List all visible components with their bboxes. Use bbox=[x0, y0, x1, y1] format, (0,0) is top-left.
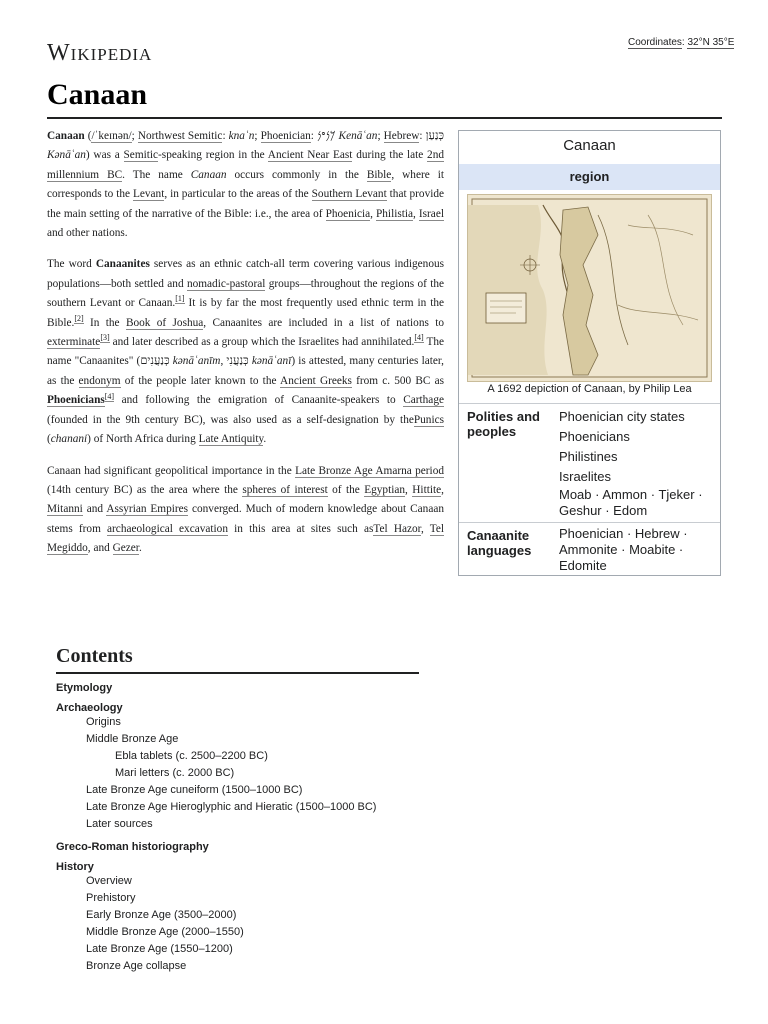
paragraph-intro: Canaan (/ˈkeɪnən/; Northwest Semitic: knaʿn; Phoenician: 𐤊𐤍𐤏𐤍 Kenāʿan; Hebrew: כְּנַעַן Kənāʿan) was a Semitic-speaking region in the Ancient Near East during the late 2nd millennium BC. The name Canaan occurs commonly in the Bible, where it corresponds to the Levant, in particular to the areas of the Southern Levant that provide the main setting of the narrative of the Bible: i.e., the area of Phoenicia, Philistia, Israel and other nations. bbox=[47, 130, 445, 240]
text: (founded in the 9th century BC), was also used as a self-designation by the bbox=[47, 413, 414, 426]
hebrew-form: Kənāʿan bbox=[47, 149, 86, 162]
infobox-value[interactable]: Phoenician · Hebrew · Ammonite · Moabite · Edomite bbox=[559, 526, 688, 573]
pronunciation-link[interactable]: /ˈkeɪnən/ bbox=[91, 130, 132, 142]
table-of-contents bbox=[56, 645, 426, 975]
reference-3[interactable]: [3] bbox=[100, 333, 110, 343]
text: of North Africa during bbox=[93, 433, 196, 446]
text: (14th century BC) as the area where the bbox=[47, 483, 238, 496]
infobox-value[interactable]: Philistines bbox=[559, 449, 618, 464]
link-phoenicians[interactable]: Phoenicians bbox=[47, 394, 105, 407]
infobox bbox=[458, 130, 721, 576]
link-carthage[interactable]: Carthage bbox=[403, 394, 444, 407]
link-assyrian-empires[interactable]: Assyrian Empires bbox=[106, 503, 189, 516]
term-bold: Canaanites bbox=[95, 258, 150, 271]
infobox-label-polities: Polities and peoples bbox=[467, 409, 540, 439]
hebrew-plural-form: kənāʿanīm bbox=[172, 355, 221, 368]
toc-item[interactable]: Prehistory bbox=[86, 892, 136, 904]
toc-item[interactable]: Late Bronze Age (1550–1200) bbox=[86, 943, 233, 955]
toc-item[interactable]: Late Bronze Age Hieroglyphic and Hieratic (1500–1000 BC) bbox=[86, 801, 377, 813]
text: . bbox=[138, 542, 142, 555]
link-ancient-near-east[interactable]: Ancient Near East bbox=[267, 149, 353, 162]
link-hittite[interactable]: Hittite bbox=[412, 483, 442, 496]
link-semitic[interactable]: Semitic bbox=[123, 149, 159, 162]
coordinates-value[interactable]: 32°N 35°E bbox=[687, 37, 735, 48]
text: of the bbox=[332, 483, 360, 496]
toc-item[interactable]: Middle Bronze Age bbox=[86, 733, 179, 745]
infobox-value[interactable]: Moab · Ammon · Tjeker · Geshur · Edom bbox=[559, 487, 703, 518]
link-spheres-of-interest[interactable]: spheres of interest bbox=[242, 483, 328, 496]
toc-item[interactable]: Overview bbox=[86, 875, 132, 887]
text: The name "Canaanites" ( bbox=[47, 336, 445, 368]
toc-item[interactable]: Bronze Age collapse bbox=[86, 960, 187, 972]
link-nomadic-pastoral[interactable]: nomadic-pastoral bbox=[186, 277, 266, 290]
text: occurs commonly in the bbox=[234, 168, 359, 181]
text: and later described as a group which the Israelites had annihilated. bbox=[112, 336, 415, 349]
text: converged. Much of modern knowledge about Canaan stems from bbox=[47, 503, 444, 535]
infobox-label-languages: Canaanite languages bbox=[467, 528, 532, 558]
chanani-term: chanani bbox=[50, 433, 88, 446]
reference-4b[interactable]: [4] bbox=[104, 391, 115, 401]
hebrew-singular-form: kənāʿanī bbox=[251, 355, 292, 368]
toc-item[interactable]: History bbox=[56, 861, 94, 873]
text: and bbox=[86, 503, 104, 516]
text: , Canaanites are included in a list of nations to bbox=[203, 316, 445, 329]
infobox-subtitle: region bbox=[459, 164, 720, 190]
link-2nd-millennium[interactable]: 2nd millennium BC bbox=[47, 149, 444, 181]
link-exterminate[interactable]: exterminate bbox=[47, 336, 101, 349]
term: Canaan bbox=[47, 130, 85, 142]
text: in this area at sites such as bbox=[234, 522, 374, 535]
toc-item[interactable]: Middle Bronze Age (2000–1550) bbox=[86, 926, 244, 938]
link-book-of-joshua[interactable]: Book of Joshua bbox=[125, 316, 204, 329]
text: , where it corresponds to the bbox=[47, 168, 444, 201]
reference-1[interactable]: [1] bbox=[175, 294, 185, 304]
toc-item[interactable]: Ebla tablets (c. 2500–2200 BC) bbox=[115, 750, 268, 762]
toc-title: Contents bbox=[56, 645, 419, 674]
infobox-map-caption: A 1692 depiction of Canaan, by Philip Lea bbox=[487, 383, 692, 395]
text: and following the emigration of Canaanite-speakers to bbox=[121, 394, 396, 407]
link-tel-megiddo[interactable]: Tel Megiddo bbox=[47, 522, 445, 555]
text: , in particular to the areas of the bbox=[164, 188, 309, 201]
text: . The name bbox=[122, 168, 183, 181]
infobox-value[interactable]: Phoenician city states bbox=[559, 409, 685, 424]
hebrew-glyphs: כְּנַעַן bbox=[425, 130, 445, 142]
historical-map bbox=[468, 195, 711, 381]
infobox-value[interactable]: Phoenicians bbox=[559, 429, 630, 444]
text: of the people later known to the bbox=[124, 374, 277, 387]
link-israel[interactable]: Israel bbox=[418, 207, 444, 220]
text: groups—throughout the regions of the southern Levant or Canaan. bbox=[47, 277, 445, 310]
title-divider bbox=[47, 117, 722, 119]
infobox-title: Canaan bbox=[563, 137, 616, 154]
infobox-row-languages bbox=[459, 522, 720, 577]
paragraph-geopolitics: Canaan had significant geopolitical importance in the Late Bronze Age Amarna period (14th century BC) as the area where the spheres of interest of the Egyptian, Hittite, Mitanni and Assyrian Empires converged. Much of modern knowledge about Canaan stems from archaeological excavation in this area at sites such asTel Hazor, Tel Megiddo, and Gezer. bbox=[47, 464, 445, 555]
phoenician-form: Kenāʿan bbox=[338, 130, 378, 142]
text: . bbox=[263, 433, 267, 446]
link-levant[interactable]: Levant bbox=[132, 188, 165, 201]
text: serves as an ethnic catch-all term covering various indigenous populations—both settled and bbox=[47, 258, 445, 290]
link-hebrew[interactable]: Hebrew bbox=[383, 130, 420, 142]
wikipedia-logo[interactable]: Wikipedia bbox=[47, 40, 153, 66]
text: In the bbox=[90, 316, 120, 329]
infobox-value[interactable]: Israelites bbox=[559, 469, 612, 484]
link-phoenician[interactable]: Phoenician bbox=[260, 130, 311, 142]
link-southern-levant[interactable]: Southern Levant bbox=[311, 188, 387, 201]
coordinates-label[interactable]: Coordinates bbox=[628, 37, 682, 48]
reference-2[interactable]: [2] bbox=[74, 313, 84, 323]
text: It is by far the most frequently used ethnic term in the Bible. bbox=[47, 297, 444, 329]
toc-item[interactable]: Later sources bbox=[86, 818, 153, 830]
text: that provide the main setting of the narrative of the Bible: i.e., the area of bbox=[47, 188, 445, 220]
reference-4[interactable]: [4] bbox=[414, 333, 424, 343]
toc-item[interactable]: Origins bbox=[86, 716, 121, 728]
text: was a bbox=[93, 149, 120, 162]
text: , and bbox=[87, 542, 110, 555]
text: and other nations. bbox=[47, 227, 128, 240]
toc-item[interactable]: Archaeology bbox=[56, 702, 123, 714]
toc-list bbox=[56, 682, 426, 975]
nw-semitic-form: knaʿn bbox=[228, 130, 255, 142]
article-body bbox=[47, 127, 444, 571]
link-phoenicia[interactable]: Phoenicia bbox=[325, 207, 371, 220]
infobox-values-polities bbox=[559, 407, 720, 519]
text: during the late bbox=[356, 149, 424, 162]
text: -speaking region in the bbox=[158, 149, 265, 162]
link-ancient-greeks[interactable]: Ancient Greeks bbox=[280, 374, 352, 387]
link-late-antiquity[interactable]: Late Antiquity bbox=[198, 433, 264, 446]
link-egyptian[interactable]: Egyptian bbox=[364, 483, 406, 496]
infobox-values-languages bbox=[559, 526, 720, 574]
paragraph-canaanites: The word Canaanites serves as an ethnic catch-all term covering various indigenous populations—both settled and nomadic-pastoral groups—throughout the regions of the southern Levant or Canaan.[1] It is by far the most frequently used ethnic term in the Bible.[2] In the Book of Joshua, Canaanites are included in a list of nations to exterminate[3] and later described as a group which the Israelites had annihilated.[4] The name "Canaanites" (כְּנַעֲנִים kənāʿanīm, כְּנַעֲנִי kənāʿanī) is attested, many centuries later, as the endonym of the people later known to the Ancient Greeks from c. 500 BC as Phoenicians[4] and following the emigration of Canaanite-speakers to Carthage (founded in the 9th century BC), was also used as a self-designation by thePunics (chanani) of North Africa during Late Antiquity. bbox=[47, 258, 445, 446]
toc-item[interactable]: Greco-Roman historiography bbox=[56, 841, 209, 853]
hebrew-plural-glyphs: כְּנַעֲנִים bbox=[140, 355, 170, 368]
link-bible[interactable]: Bible bbox=[366, 168, 392, 181]
link-amarna-period[interactable]: Late Bronze Age Amarna period bbox=[295, 464, 444, 477]
text: from c. 500 BC as bbox=[356, 374, 445, 387]
text: The word bbox=[47, 258, 92, 271]
hebrew-singular-glyphs: כְּנַעֲנִי bbox=[226, 355, 249, 368]
link-gezer[interactable]: Gezer bbox=[112, 542, 139, 555]
text: ) is attested, many centuries later, as the bbox=[47, 355, 445, 387]
link-archaeological-excavation[interactable]: archaeological excavation bbox=[107, 522, 228, 535]
infobox-map-image[interactable] bbox=[467, 194, 712, 382]
toc-item[interactable]: Early Bronze Age (3500–2000) bbox=[86, 909, 237, 921]
link-philistia[interactable]: Philistia bbox=[376, 207, 414, 220]
coordinates: Coordinates: 32°N 35°E bbox=[628, 37, 735, 48]
link-mitanni[interactable]: Mitanni bbox=[47, 503, 83, 516]
link-northwest-semitic[interactable]: Northwest Semitic bbox=[137, 130, 223, 142]
toc-item[interactable]: Late Bronze Age cuneiform (1500–1000 BC) bbox=[86, 784, 303, 796]
toc-item[interactable]: Etymology bbox=[56, 682, 113, 694]
link-punics[interactable]: Punics bbox=[413, 413, 444, 426]
phoenician-glyphs: 𐤊𐤍𐤏𐤍 bbox=[316, 130, 336, 142]
link-endonym[interactable]: endonym bbox=[78, 374, 121, 387]
text-italic: Canaan bbox=[190, 168, 227, 181]
infobox-row-polities bbox=[459, 403, 720, 522]
page-title: Canaan bbox=[47, 78, 148, 111]
text: Canaan had significant geopolitical importance in the bbox=[47, 464, 292, 477]
toc-item[interactable]: Mari letters (c. 2000 BC) bbox=[115, 767, 235, 779]
link-tel-hazor[interactable]: Tel Hazor bbox=[373, 522, 421, 535]
